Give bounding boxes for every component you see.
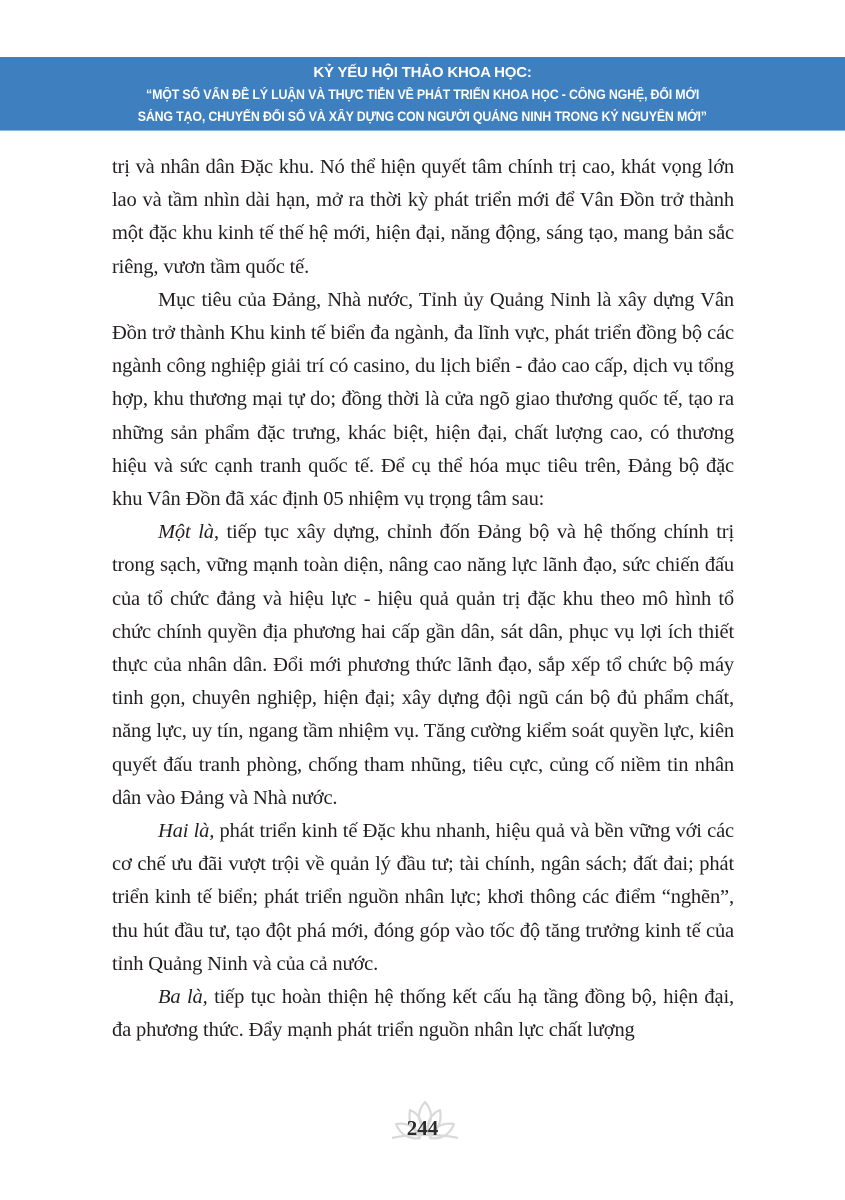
paragraph xyxy=(112,815,734,981)
proceedings-title: KỶ YẾU HỘI THẢO KHOA HỌC: xyxy=(313,63,532,81)
page-footer xyxy=(0,1100,845,1150)
paragraph-text: tiếp tục hoàn thiện hệ thống kết cấu hạ tầng đồng bộ, hiện đại, đa phương thức. Đẩy mạnh phát triển nguồn nhân lực chất lượng xyxy=(112,986,734,1042)
paragraph xyxy=(112,516,734,815)
page-number: 244 xyxy=(406,1116,439,1140)
paragraph-text: tiếp tục xây dựng, chỉnh đốn Đảng bộ và hệ thống chính trị trong sạch, vững mạnh toàn diện, nâng cao năng lực lãnh đạo, sức chiến đấu của tổ chức đảng và hiệu lực - hiệu quả quản trị đặc khu theo mô hình tổ chức chính quyền địa phương hai cấp gần dân, sát dân, phục vụ lợi ích thiết thực của nhân dân. Đổi mới phương thức lãnh đạo, sắp xếp tổ chức bộ máy tinh gọn, chuyên nghiệp, hiện đại; xây dựng đội ngũ cán bộ đủ phẩm chất, năng lực, uy tín, ngang tầm nhiệm vụ. Tăng cường kiểm soát quyền lực, kiên quyết đấu tranh phòng, chống tham nhũng, tiêu cực, củng cố niềm tin nhân dân vào Đảng và Nhà nước. xyxy=(112,521,735,809)
paragraph-text: phát triển kinh tế Đặc khu nhanh, hiệu quả và bền vững với các cơ chế ưu đãi vượt trội về quản lý đầu tư; tài chính, ngân sách; đất đai; phát triển kinh tế biển; phát triển nguồn nhân lực; khơi thông các điểm “nghẽn”, thu hút đầu tư, tạo đột phá mới, đóng góp vào tốc độ tăng trưởng kinh tế của tỉnh Quảng Ninh và của cả nước. xyxy=(112,820,734,975)
conference-theme-line-2: SÁNG TẠO, CHUYỂN ĐỔI SỐ VÀ XÂY DỰNG CON NGƯỜI QUẢNG NINH TRONG KỶ NGUYÊN MỚI” xyxy=(137,108,708,124)
body-text xyxy=(112,151,734,1047)
header-banner xyxy=(0,57,845,131)
paragraph-text: Mục tiêu của Đảng, Nhà nước, Tỉnh ủy Quảng Ninh là xây dựng Vân Đồn trở thành Khu kinh tế biển đa ngành, đa lĩnh vực, phát triển đồng bộ các ngành công nghiệp giải trí có casino, du lịch biển - đảo cao cấp, dịch vụ tổng hợp, khu thương mại tự do; đồng thời là cửa ngõ giao thương quốc tế, tạo ra những sản phẩm đặc trưng, khác biệt, hiện đại, chất lượng cao, có thương hiệu và sức cạnh tranh quốc tế. Để cụ thể hóa mục tiêu trên, Đảng bộ đặc khu Vân Đồn đã xác định 05 nhiệm vụ trọng tâm sau: xyxy=(112,288,734,511)
paragraph xyxy=(112,151,734,284)
paragraph-lead: Ba là, xyxy=(158,986,208,1009)
paragraph-text: trị và nhân dân Đặc khu. Nó thể hiện quyết tâm chính trị cao, khát vọng lớn lao và tầm nhìn dài hạn, mở ra thời kỳ phát triển mới để Vân Đồn trở thành một đặc khu kinh tế thế hệ mới, hiện đại, năng động, sáng tạo, mang bản sắc riêng, vươn tầm quốc tế. xyxy=(112,156,734,278)
paragraph-lead: Một là, xyxy=(158,521,219,544)
paragraph-lead: Hai là, xyxy=(158,820,215,843)
conference-theme-line-1: “MỘT SỐ VẤN ĐỀ LÝ LUẬN VÀ THỰC TIỄN VỀ PHÁT TRIỂN KHOA HỌC - CÔNG NGHỆ, ĐỔI MỚI xyxy=(145,86,700,102)
paragraph xyxy=(112,284,734,516)
paragraph xyxy=(112,981,734,1047)
